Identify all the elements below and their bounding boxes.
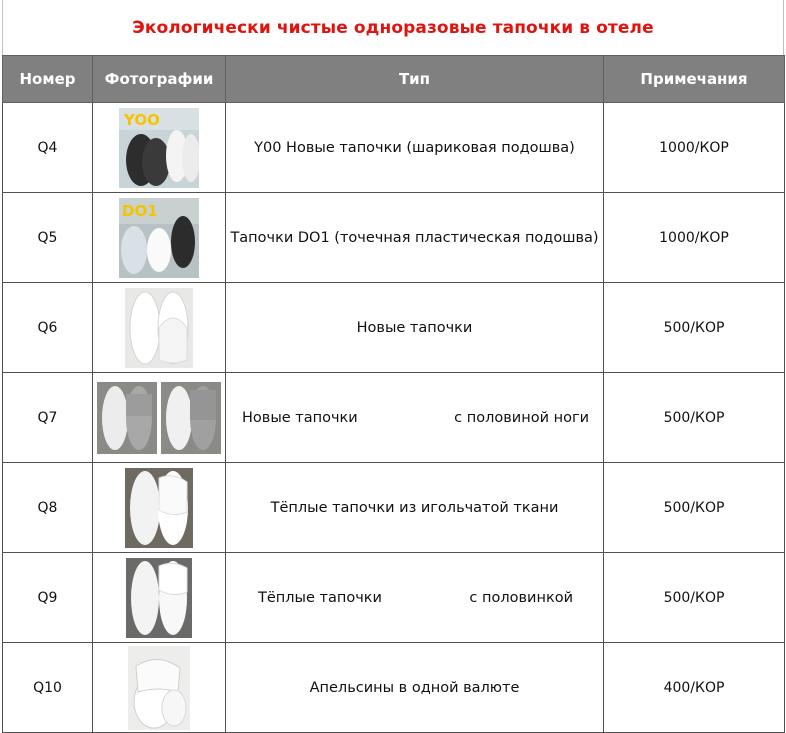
type-cell bbox=[226, 373, 604, 463]
type-text-part: с половиной ноги bbox=[454, 409, 589, 426]
header-number: Номер bbox=[3, 56, 93, 103]
row-number: Q8 bbox=[3, 463, 93, 553]
table-row bbox=[3, 373, 785, 463]
slipper-photo bbox=[161, 382, 221, 454]
photo-cell bbox=[93, 193, 226, 283]
row-number: Q9 bbox=[3, 553, 93, 643]
type-cell: Y00 Новые тапочки (шариковая подошва) bbox=[226, 103, 604, 193]
header-photos: Фотографии bbox=[93, 56, 226, 103]
type-text-part: Новые тапочки bbox=[242, 409, 358, 426]
product-sheet bbox=[2, 0, 784, 732]
type-cell: Тапочки DO1 (точечная пластическая подошва) bbox=[226, 193, 604, 283]
note-cell: 500/КОР bbox=[604, 553, 785, 643]
row-number: Q4 bbox=[3, 103, 93, 193]
photo-cell bbox=[93, 283, 226, 373]
note-cell: 500/КОР bbox=[604, 373, 785, 463]
photo-cell bbox=[93, 553, 226, 643]
photo-cell bbox=[93, 463, 226, 553]
note-cell: 500/КОР bbox=[604, 283, 785, 373]
slipper-photo bbox=[119, 198, 199, 278]
row-number: Q5 bbox=[3, 193, 93, 283]
photo-brand-text: YOO bbox=[124, 110, 160, 129]
note-cell: 500/КОР bbox=[604, 463, 785, 553]
header-notes: Примечания bbox=[604, 56, 785, 103]
type-cell: Тёплые тапочки из игольчатой ткани bbox=[226, 463, 604, 553]
header-type: Тип bbox=[226, 56, 604, 103]
note-cell: 1000/КОР bbox=[604, 193, 785, 283]
table-row bbox=[3, 283, 785, 373]
row-number: Q10 bbox=[3, 643, 93, 733]
row-number: Q7 bbox=[3, 373, 93, 463]
type-text-part: с половинкой bbox=[469, 589, 573, 606]
header-row bbox=[3, 56, 785, 103]
slipper-photo bbox=[126, 558, 192, 638]
photo-brand-text: DO1 bbox=[122, 201, 158, 220]
row-number: Q6 bbox=[3, 283, 93, 373]
slipper-photo bbox=[128, 646, 190, 730]
table-row bbox=[3, 193, 785, 283]
sheet-title: Экологически чистые одноразовые тапочки в отеле bbox=[2, 0, 784, 55]
photo-cell bbox=[93, 103, 226, 193]
table-row bbox=[3, 553, 785, 643]
slipper-photo bbox=[119, 108, 199, 188]
type-cell bbox=[226, 553, 604, 643]
table-row bbox=[3, 643, 785, 733]
type-cell: Новые тапочки bbox=[226, 283, 604, 373]
slipper-photo bbox=[125, 468, 193, 548]
note-cell: 1000/КОР bbox=[604, 103, 785, 193]
product-table bbox=[2, 55, 785, 733]
table-row bbox=[3, 103, 785, 193]
table-row bbox=[3, 463, 785, 553]
slipper-photo bbox=[97, 382, 157, 454]
photo-cell bbox=[93, 373, 226, 463]
note-cell: 400/КОР bbox=[604, 643, 785, 733]
slipper-photo bbox=[125, 288, 193, 368]
type-cell: Апельсины в одной валюте bbox=[226, 643, 604, 733]
type-text-part: Тёплые тапочки bbox=[258, 589, 382, 606]
photo-cell bbox=[93, 643, 226, 733]
